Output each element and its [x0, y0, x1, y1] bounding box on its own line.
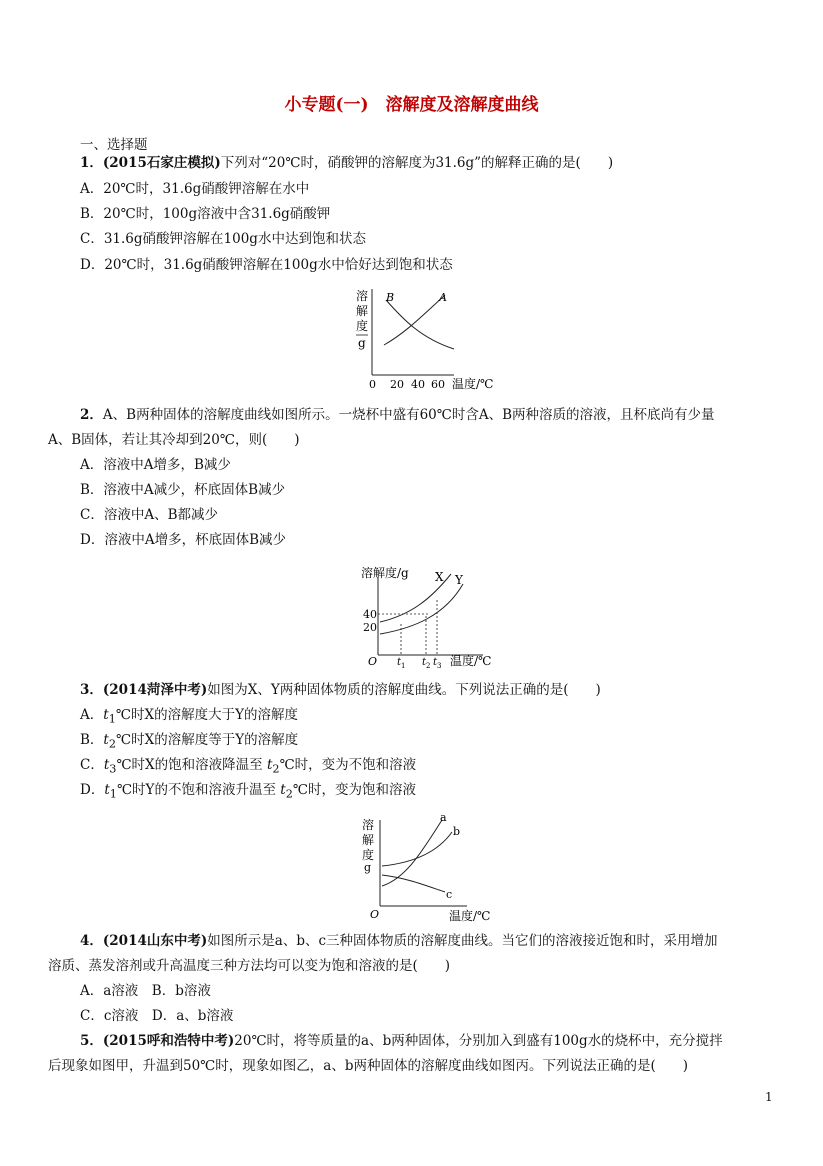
- y-label-unit: g: [364, 861, 372, 874]
- page-number: 1: [765, 1090, 773, 1104]
- q1-option-d: D．20℃时，31.6g硝酸钾溶解在100g水中恰好达到饱和状态: [80, 257, 453, 273]
- q1-option-a: A．20℃时，31.6g硝酸钾溶解在水中: [80, 181, 310, 197]
- y-label-char: 溶: [356, 289, 369, 303]
- question-source: (2014菏泽中考): [102, 682, 208, 698]
- curve-x-label: X: [435, 570, 444, 584]
- question-5-stem-line-2: 后现象如图甲，升温到50℃时，现象如图乙，a、b两种固体的溶解度曲线如图丙。下列说法正确的是( ): [48, 1058, 689, 1074]
- q1-option-b: B．20℃时，100g溶液中含31.6g硝酸钾: [80, 206, 331, 222]
- option-letter: A．: [80, 707, 104, 723]
- temp-symbol: t: [280, 782, 286, 798]
- question-source: (2015石家庄模拟): [102, 155, 221, 171]
- figure-1-solubility-curves: [350, 283, 520, 393]
- option-letter: D．: [80, 782, 105, 798]
- curve-b: [386, 300, 454, 349]
- figure-3-solubility-curves: [352, 808, 502, 924]
- question-number: 4．: [80, 933, 103, 949]
- section-heading: 一、选择题: [80, 137, 148, 153]
- x-tick: 40: [411, 378, 425, 391]
- temp-subscript: 2: [285, 787, 293, 801]
- t1-subscript: 1: [401, 662, 406, 670]
- curve-b-label: b: [453, 825, 461, 838]
- q3-option-b: [80, 730, 298, 755]
- question-1-stem: [80, 153, 613, 173]
- page-title: 小专题(一) 溶解度及溶解度曲线: [284, 95, 539, 115]
- y-tick-20: 20: [363, 621, 377, 634]
- y-label-char: 度: [356, 319, 369, 333]
- question-source: (2014山东中考): [102, 933, 208, 949]
- option-text: ℃时X的溶解度大于Y的溶解度: [115, 707, 298, 723]
- q3-option-c: [80, 755, 416, 780]
- x-axis-label: 温度/℃: [450, 654, 492, 668]
- origin-label: O: [370, 908, 380, 921]
- question-number: 2．: [80, 407, 103, 423]
- question-number: 5．: [80, 1033, 103, 1049]
- question-4-stem-line-2: 溶质、蒸发溶剂或升高温度三种方法均可以变为饱和溶液的是( ): [48, 958, 451, 974]
- x-axis-label: 温度/℃: [449, 909, 491, 923]
- option-letter: B．: [80, 732, 104, 748]
- option-text: ℃时，变为不饱和溶液: [279, 757, 417, 773]
- question-number: 1．: [80, 155, 103, 171]
- curve-y-label: Y: [455, 573, 463, 587]
- question-text: 下列对“20℃时，硝酸钾的溶解度为31.6g”的解释正确的是( ): [220, 155, 614, 171]
- q4-options-ab: A．a溶液 B．b溶液: [80, 983, 211, 999]
- q2-option-b: B．溶液中A减少，杯底固体B减少: [80, 482, 286, 498]
- question-4-stem-line-1: [80, 931, 718, 951]
- curve-b: [382, 832, 452, 866]
- temp-subscript: 1: [109, 787, 117, 801]
- t1-label: t: [397, 657, 402, 668]
- curve-y: [380, 584, 463, 634]
- q1-option-c: C．31.6g硝酸钾溶解在100g水中达到饱和状态: [80, 231, 366, 247]
- question-text: 20℃时，将等质量的a、b两种固体，分别加入到盛有100g水的烧杯中，充分搅拌: [234, 1033, 723, 1049]
- option-text: ℃时X的溶解度等于Y的溶解度: [116, 732, 299, 748]
- y-label-unit: g: [358, 336, 366, 350]
- y-label-char: 度: [362, 848, 375, 862]
- y-tick-40: 40: [363, 608, 377, 621]
- option-letter: C．: [80, 757, 104, 773]
- origin-label: O: [368, 655, 378, 668]
- t3-label: t: [433, 657, 438, 668]
- question-source: (2015呼和浩特中考): [102, 1033, 235, 1049]
- temp-symbol: t: [104, 782, 110, 798]
- x-tick: 60: [431, 378, 445, 391]
- question-3-stem: [80, 680, 601, 700]
- question-text: A、B两种固体的溶解度曲线如图所示。一烧杯中盛有60℃时含A、B两种溶质的溶液，且杯底尚有少量: [102, 407, 715, 423]
- curve-c-label: c: [446, 888, 453, 901]
- temp-subscript: 2: [272, 762, 280, 776]
- question-number: 3．: [80, 682, 103, 698]
- temp-symbol: t: [103, 757, 110, 773]
- question-2-stem-line-1: [80, 405, 715, 425]
- q2-option-d: D．溶液中A增多，杯底固体B减少: [80, 532, 286, 548]
- temp-symbol: t: [103, 707, 109, 723]
- option-text: ℃时X的饱和溶液降温至: [116, 757, 267, 773]
- temp-subscript: 1: [108, 712, 116, 726]
- option-text: ℃时，变为饱和溶液: [292, 782, 416, 798]
- question-text: 如图为X、Y两种固体物质的溶解度曲线。下列说法正确的是( ): [207, 682, 601, 698]
- q3-option-d: [80, 780, 416, 805]
- y-axis-label: 溶解度/g: [361, 566, 409, 580]
- x-tick: 0: [369, 378, 376, 391]
- x-tick: 20: [390, 378, 404, 391]
- curve-c: [382, 875, 445, 892]
- figure-2-solubility-curves: [355, 560, 500, 672]
- q2-option-a: A．溶液中A增多，B减少: [80, 457, 231, 473]
- curve-a-label: A: [439, 291, 447, 304]
- t3-subscript: 3: [437, 662, 442, 670]
- q3-option-a: [80, 705, 298, 730]
- question-5-stem-line-1: [80, 1031, 723, 1051]
- t2-label: t: [422, 657, 427, 668]
- y-label-char: 解: [356, 304, 369, 318]
- x-axis-label: 温度/℃: [452, 377, 494, 391]
- temp-subscript: 3: [109, 762, 117, 776]
- temp-subscript: 2: [108, 737, 117, 751]
- y-label-char: 解: [362, 833, 375, 847]
- q2-option-c: C．溶液中A、B都减少: [80, 507, 218, 523]
- curve-a-label: a: [440, 811, 447, 824]
- y-label-char: 溶: [362, 818, 375, 832]
- t2-subscript: 2: [426, 662, 431, 670]
- curve-b-label: B: [386, 291, 395, 304]
- option-text: ℃时Y的不饱和溶液升温至: [116, 782, 281, 798]
- q4-options-cd: C．c溶液 D．a、b溶液: [80, 1008, 234, 1024]
- temp-symbol: t: [266, 757, 273, 773]
- temp-symbol: t: [103, 732, 109, 748]
- question-text: 如图所示是a、b、c三种固体物质的溶解度曲线。当它们的溶液接近饱和时，采用增加: [207, 933, 718, 949]
- question-2-stem-line-2: A、B固体，若让其冷却到20℃，则( ): [48, 432, 300, 448]
